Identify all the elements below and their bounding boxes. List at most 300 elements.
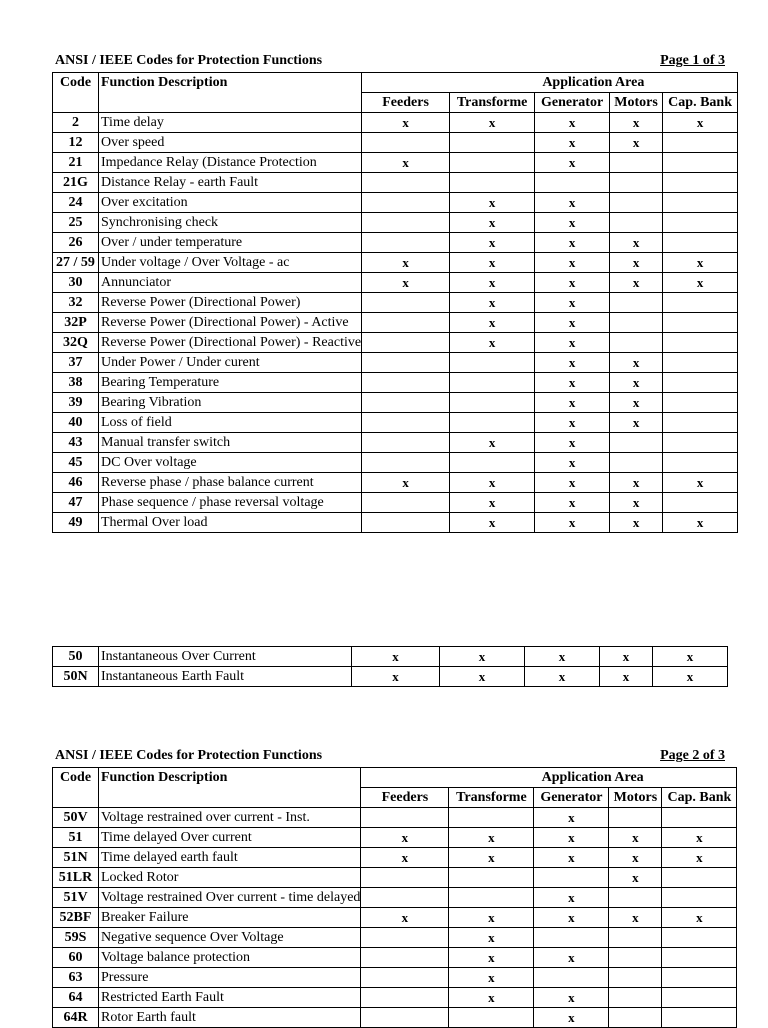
table-row (53, 333, 738, 353)
code-cell: 32 (53, 293, 99, 313)
generators-cell: x (535, 413, 610, 433)
transformers-cell: x (440, 667, 525, 687)
table-row (53, 433, 738, 453)
generators-cell: x (525, 647, 600, 667)
feeders-cell (362, 333, 450, 353)
description-cell: Under voltage / Over Voltage - ac (99, 253, 362, 273)
code-cell: 63 (53, 968, 99, 988)
transformers-cell: x (449, 988, 534, 1008)
cap-bank-cell (663, 393, 738, 413)
description-cell: Locked Rotor (99, 868, 361, 888)
feeders-cell (362, 313, 450, 333)
generators-cell: x (535, 233, 610, 253)
code-cell: 50N (53, 667, 99, 687)
generators-column-header: Generator (534, 788, 609, 808)
sheet2-header-row-2 (53, 788, 737, 808)
sheet1-table (52, 72, 738, 533)
description-cell: Thermal Over load (99, 513, 362, 533)
transformers-cell (450, 153, 535, 173)
description-cell: Instantaneous Over Current (99, 647, 352, 667)
motors-cell (610, 153, 663, 173)
description-cell: Voltage restrained over current - Inst. (99, 808, 361, 828)
feeders-cell: x (362, 113, 450, 133)
transformers-cell: x (450, 113, 535, 133)
code-cell: 26 (53, 233, 99, 253)
cap-bank-cell: x (663, 273, 738, 293)
description-cell: Over speed (99, 133, 362, 153)
generators-cell: x (535, 513, 610, 533)
table-row (53, 393, 738, 413)
code-cell: 51N (53, 848, 99, 868)
table-row (53, 153, 738, 173)
feeders-cell (362, 213, 450, 233)
transformers-cell (450, 393, 535, 413)
description-cell: Time delayed Over current (99, 828, 361, 848)
table-row (53, 113, 738, 133)
table-row (53, 888, 737, 908)
motors-cell: x (610, 273, 663, 293)
description-cell: Synchronising check (99, 213, 362, 233)
generators-cell: x (535, 153, 610, 173)
transformers-cell: x (450, 233, 535, 253)
sheet1-page-label: Page 1 of 3 (660, 53, 725, 68)
transformers-cell: x (450, 473, 535, 493)
feeders-cell (362, 193, 450, 213)
motors-cell (610, 433, 663, 453)
table-row (53, 988, 737, 1008)
code-cell: 27 / 59 (53, 253, 99, 273)
code-cell: 43 (53, 433, 99, 453)
cap-bank-cell (663, 193, 738, 213)
table-row (53, 828, 737, 848)
description-cell: Instantaneous Earth Fault (99, 667, 352, 687)
code-cell: 50 (53, 647, 99, 667)
table-row (53, 413, 738, 433)
sheet1-header-row-2 (53, 93, 738, 113)
table-row (53, 273, 738, 293)
cap-bank-cell (662, 868, 737, 888)
description-cell: Reverse Power (Directional Power) - Active (99, 313, 362, 333)
generators-cell: x (525, 667, 600, 687)
description-column-header: Function Description (99, 768, 361, 788)
table-row (53, 193, 738, 213)
sheet2-header (52, 747, 725, 765)
transformers-cell: x (450, 253, 535, 273)
code-header-spacer (53, 788, 99, 808)
code-cell: 46 (53, 473, 99, 493)
table-row (53, 667, 728, 687)
motors-cell: x (600, 667, 653, 687)
generators-cell: x (535, 333, 610, 353)
table-row (53, 233, 738, 253)
feeders-cell: x (352, 667, 440, 687)
code-cell: 64R (53, 1008, 99, 1028)
feeders-column-header: Feeders (362, 93, 450, 113)
feeders-cell (362, 393, 450, 413)
code-column-header: Code (53, 768, 99, 788)
table-row (53, 353, 738, 373)
transformers-cell: x (450, 213, 535, 233)
code-cell: 12 (53, 133, 99, 153)
description-cell: DC Over voltage (99, 453, 362, 473)
feeders-cell (362, 413, 450, 433)
table-row (53, 948, 737, 968)
generators-cell: x (534, 848, 609, 868)
table-row (53, 253, 738, 273)
description-cell: Voltage balance protection (99, 948, 361, 968)
description-cell: Rotor Earth fault (99, 1008, 361, 1028)
transformers-cell (450, 173, 535, 193)
cap-bank-cell: x (653, 647, 728, 667)
code-header-spacer (53, 93, 99, 113)
code-cell: 49 (53, 513, 99, 533)
feeders-cell (362, 493, 450, 513)
table-row (53, 868, 737, 888)
transformers-cell: x (450, 313, 535, 333)
table-row (53, 513, 738, 533)
code-cell: 24 (53, 193, 99, 213)
description-header-spacer (99, 93, 362, 113)
motors-cell (610, 193, 663, 213)
code-cell: 32Q (53, 333, 99, 353)
feeders-cell: x (362, 253, 450, 273)
generators-cell (534, 868, 609, 888)
feeders-cell (362, 133, 450, 153)
code-cell: 32P (53, 313, 99, 333)
table-row (53, 928, 737, 948)
cap-bank-cell (663, 153, 738, 173)
feeders-cell (362, 513, 450, 533)
motors-cell (609, 888, 662, 908)
cap-bank-cell: x (663, 113, 738, 133)
motors-cell (610, 313, 663, 333)
generators-cell (534, 968, 609, 988)
code-cell: 2 (53, 113, 99, 133)
motors-cell (609, 928, 662, 948)
feeders-cell (362, 233, 450, 253)
description-cell: Voltage restrained Over current - time delayed (99, 888, 361, 908)
description-cell: Time delayed earth fault (99, 848, 361, 868)
generators-cell: x (534, 888, 609, 908)
code-cell: 52BF (53, 908, 99, 928)
motors-cell: x (609, 848, 662, 868)
feeders-cell (361, 808, 449, 828)
cap-bank-cell (663, 333, 738, 353)
table-row (53, 373, 738, 393)
transformers-cell: x (450, 513, 535, 533)
transformers-cell (449, 888, 534, 908)
cap-bank-column-header: Cap. Bank (663, 93, 738, 113)
transformers-cell (449, 868, 534, 888)
description-header-spacer (99, 788, 361, 808)
feeders-cell (362, 433, 450, 453)
cap-bank-cell (663, 213, 738, 233)
description-cell: Reverse Power (Directional Power) (99, 293, 362, 313)
generators-cell: x (535, 253, 610, 273)
cap-bank-cell: x (662, 908, 737, 928)
transformers-cell: x (449, 968, 534, 988)
description-cell: Negative sequence Over Voltage (99, 928, 361, 948)
description-cell: Under Power / Under curent (99, 353, 362, 373)
transformers-cell: x (450, 293, 535, 313)
generators-cell: x (535, 353, 610, 373)
motors-cell: x (610, 373, 663, 393)
generators-cell: x (535, 373, 610, 393)
description-column-header: Function Description (99, 73, 362, 93)
feeders-cell (361, 988, 449, 1008)
feeders-cell (362, 373, 450, 393)
code-cell: 25 (53, 213, 99, 233)
transformers-cell (449, 1008, 534, 1028)
code-cell: 38 (53, 373, 99, 393)
code-cell: 60 (53, 948, 99, 968)
code-cell: 37 (53, 353, 99, 373)
description-cell: Breaker Failure (99, 908, 361, 928)
sheet1-continued-table (52, 646, 728, 687)
generators-cell: x (535, 313, 610, 333)
motors-cell: x (600, 647, 653, 667)
motors-cell: x (610, 113, 663, 133)
code-cell: 47 (53, 493, 99, 513)
transformers-cell (450, 413, 535, 433)
transformers-cell: x (450, 333, 535, 353)
generators-cell: x (535, 133, 610, 153)
motors-cell (609, 1008, 662, 1028)
motors-column-header: Motors (610, 93, 663, 113)
code-cell: 45 (53, 453, 99, 473)
transformers-cell (450, 353, 535, 373)
cap-bank-cell (662, 948, 737, 968)
cap-bank-cell (663, 493, 738, 513)
motors-cell: x (610, 233, 663, 253)
generators-cell: x (535, 453, 610, 473)
sheet1-header (52, 52, 725, 70)
cap-bank-cell (663, 433, 738, 453)
cap-bank-cell: x (663, 253, 738, 273)
table-row (53, 908, 737, 928)
transformers-cell: x (450, 193, 535, 213)
application-area-header: Application Area (449, 768, 737, 788)
description-cell: Manual transfer switch (99, 433, 362, 453)
table-row (53, 968, 737, 988)
generators-cell: x (535, 113, 610, 133)
sheet2-table (52, 767, 737, 1028)
motors-cell (610, 453, 663, 473)
header-spacer (361, 768, 449, 788)
table-row (53, 493, 738, 513)
table-row (53, 1008, 737, 1028)
sheet1-title: ANSI / IEEE Codes for Protection Functions (55, 53, 323, 68)
feeders-column-header: Feeders (361, 788, 449, 808)
generators-cell: x (534, 808, 609, 828)
cap-bank-cell (663, 353, 738, 373)
table-row (53, 647, 728, 667)
code-cell: 21G (53, 173, 99, 193)
motors-cell: x (609, 868, 662, 888)
motors-cell: x (610, 513, 663, 533)
cap-bank-cell: x (662, 848, 737, 868)
cap-bank-cell: x (662, 828, 737, 848)
generators-cell: x (535, 393, 610, 413)
code-cell: 51LR (53, 868, 99, 888)
table-row (53, 473, 738, 493)
motors-cell: x (610, 393, 663, 413)
transformers-cell: x (450, 433, 535, 453)
generators-cell: x (535, 213, 610, 233)
description-cell: Loss of field (99, 413, 362, 433)
motors-cell (610, 293, 663, 313)
motors-cell: x (610, 473, 663, 493)
feeders-cell (361, 888, 449, 908)
feeders-cell: x (362, 273, 450, 293)
generators-column-header: Generator (535, 93, 610, 113)
code-cell: 51V (53, 888, 99, 908)
table-row (53, 808, 737, 828)
cap-bank-cell (662, 888, 737, 908)
feeders-cell: x (361, 908, 449, 928)
code-cell: 59S (53, 928, 99, 948)
feeders-cell (361, 968, 449, 988)
code-cell: 30 (53, 273, 99, 293)
description-cell: Reverse phase / phase balance current (99, 473, 362, 493)
motors-cell: x (610, 133, 663, 153)
description-cell: Over / under temperature (99, 233, 362, 253)
generators-cell: x (535, 473, 610, 493)
generators-cell: x (535, 433, 610, 453)
description-cell: Phase sequence / phase reversal voltage (99, 493, 362, 513)
transformers-cell: x (450, 493, 535, 513)
feeders-cell (361, 1008, 449, 1028)
generators-cell: x (534, 828, 609, 848)
transformers-cell (450, 453, 535, 473)
generators-cell: x (535, 293, 610, 313)
description-cell: Impedance Relay (Distance Protection (99, 153, 362, 173)
cap-bank-cell (663, 373, 738, 393)
description-cell: Over excitation (99, 193, 362, 213)
table-row (53, 848, 737, 868)
generators-cell: x (534, 948, 609, 968)
generators-cell: x (534, 988, 609, 1008)
feeders-cell (361, 948, 449, 968)
generators-cell: x (535, 273, 610, 293)
feeders-cell (361, 868, 449, 888)
motors-cell (609, 968, 662, 988)
transformers-column-header: Transforme (449, 788, 534, 808)
description-cell: Restricted Earth Fault (99, 988, 361, 1008)
cap-bank-cell (663, 233, 738, 253)
generators-cell (534, 928, 609, 948)
generators-cell: x (534, 1008, 609, 1028)
motors-cell (610, 213, 663, 233)
cap-bank-cell (662, 928, 737, 948)
description-cell: Bearing Temperature (99, 373, 362, 393)
motors-cell (609, 948, 662, 968)
feeders-cell: x (362, 473, 450, 493)
cap-bank-cell (663, 453, 738, 473)
table-row (53, 173, 738, 193)
sheet1-header-row-1 (53, 73, 738, 93)
transformers-cell: x (449, 928, 534, 948)
cap-bank-cell (663, 173, 738, 193)
transformers-cell: x (449, 828, 534, 848)
motors-cell (610, 173, 663, 193)
cap-bank-cell (663, 133, 738, 153)
sheet2-page-label: Page 2 of 3 (660, 748, 725, 763)
motors-cell: x (610, 493, 663, 513)
generators-cell (535, 173, 610, 193)
feeders-cell (361, 928, 449, 948)
code-cell: 64 (53, 988, 99, 1008)
table-row (53, 213, 738, 233)
cap-bank-cell (663, 413, 738, 433)
generators-cell: x (535, 493, 610, 513)
transformers-cell (450, 373, 535, 393)
table-row (53, 313, 738, 333)
transformers-cell (450, 133, 535, 153)
transformers-column-header: Transforme (450, 93, 535, 113)
table-row (53, 453, 738, 473)
feeders-cell: x (362, 153, 450, 173)
cap-bank-cell: x (653, 667, 728, 687)
cap-bank-cell: x (663, 473, 738, 493)
table-row (53, 293, 738, 313)
cap-bank-cell (662, 1008, 737, 1028)
table-row (53, 133, 738, 153)
motors-cell: x (610, 253, 663, 273)
transformers-cell: x (450, 273, 535, 293)
cap-bank-cell (662, 968, 737, 988)
motors-cell (609, 988, 662, 1008)
motors-cell: x (610, 413, 663, 433)
motors-cell: x (609, 908, 662, 928)
motors-cell (610, 333, 663, 353)
feeders-cell (362, 173, 450, 193)
code-cell: 39 (53, 393, 99, 413)
description-cell: Annunciator (99, 273, 362, 293)
cap-bank-cell (663, 313, 738, 333)
sheet2-header-row-1 (53, 768, 737, 788)
description-cell: Pressure (99, 968, 361, 988)
feeders-cell: x (361, 848, 449, 868)
transformers-cell: x (440, 647, 525, 667)
description-cell: Reverse Power (Directional Power) - Reactive (99, 333, 362, 353)
cap-bank-cell: x (663, 513, 738, 533)
code-column-header: Code (53, 73, 99, 93)
feeders-cell: x (352, 647, 440, 667)
feeders-cell (362, 293, 450, 313)
description-cell: Distance Relay - earth Fault (99, 173, 362, 193)
description-cell: Bearing Vibration (99, 393, 362, 413)
code-cell: 50V (53, 808, 99, 828)
cap-bank-cell (662, 808, 737, 828)
cap-bank-cell (663, 293, 738, 313)
description-cell: Time delay (99, 113, 362, 133)
transformers-cell (449, 808, 534, 828)
motors-cell: x (610, 353, 663, 373)
sheet2-title: ANSI / IEEE Codes for Protection Functions (55, 748, 323, 763)
code-cell: 21 (53, 153, 99, 173)
code-cell: 40 (53, 413, 99, 433)
application-area-header: Application Area (450, 73, 738, 93)
generators-cell: x (534, 908, 609, 928)
feeders-cell (362, 353, 450, 373)
feeders-cell (362, 453, 450, 473)
transformers-cell: x (449, 848, 534, 868)
cap-bank-column-header: Cap. Bank (662, 788, 737, 808)
transformers-cell: x (449, 948, 534, 968)
header-spacer (362, 73, 450, 93)
motors-cell: x (609, 828, 662, 848)
